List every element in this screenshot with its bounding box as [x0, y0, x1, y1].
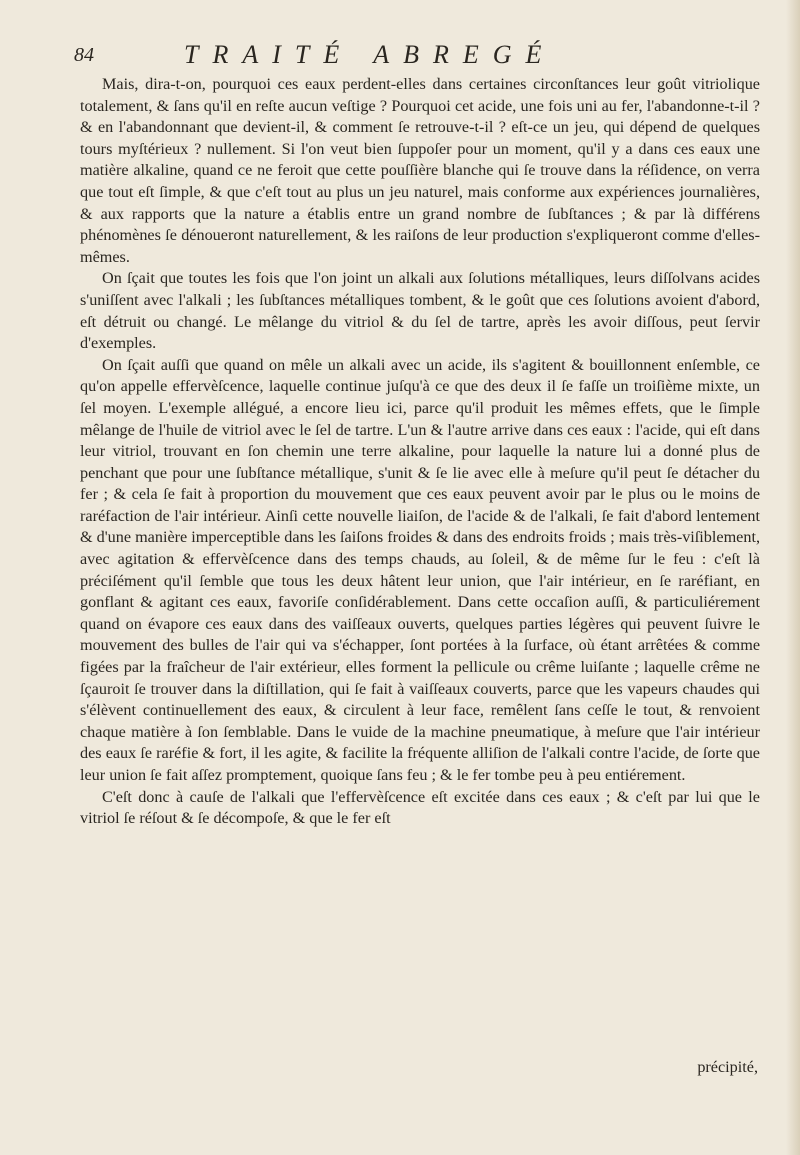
page-header: [74, 40, 760, 76]
catchword: précipité,: [697, 1058, 758, 1076]
paragraph: On ſçait que toutes les fois que l'on joint un alkali aux ſolutions métalliques, leurs diſſolvans acides s'uniſſent avec l'alkali ; les ſubſtances métalliques tombent, & le goût que ces ſolutions avoient d'abord, eſt détruit ou changé. Le mêlange du vitriol & du ſel de tartre, après les avoir diſſous, peut ſervir d'exemples.: [80, 269, 760, 353]
page-number: 84: [74, 44, 94, 66]
paragraph: On ſçait auſſi que quand on mêle un alkali avec un acide, ils s'agitent & bouillonnent enſemble, ce qu'on appelle effervèſcence, laquelle continue juſqu'à ce que des deux il ſe faſſe un troiſième mixte, un ſel moyen. L'exemple allégué, a encore lieu ici, parce qu'il produit les mêmes effets, que le ſimple mêlange de l'huile de vitriol avec le ſel de tartre. L'un & l'autre arrive dans ces eaux : l'acide, qui eſt dans leur vitriol, trouvant en ſon chemin une terre alkaline, pour laquelle la nature lui a donné plus de penchant que pour une ſubſtance métallique, s'unit & ſe lie avec elle à meſure qu'il peut ſe détacher du fer ; & cela ſe fait à proportion du mouvement que ces eaux peuvent avoir par le plus ou le moins de raréfaction de l'air intérieur. Ainſi cette nouvelle liaiſon, de l'acide & de l'alkali, ſe fait d'abord lentement & d'une manière imperceptible dans les ſaiſons froides & dans des endroits froids ; mais très-viſiblement, avec agitation & effervèſcence dans des temps chauds, au ſoleil, & de même ſur le feu : c'eſt là préciſément qu'il ſemble que tous les deux hâtent leur union, que l'air intérieur, en ſe raréfiant, en gonflant & agitant ces eaux, favoriſe conſidérablement. Dans cette occaſion auſſi, & particuliérement quand on évapore ces eaux dans des vaiſſeaux ouverts, quelques parties légères qui peuvent ſuivre le mouvement des bulles de l'air qui va s'échapper, ſont portées à la ſurface, où étant arrêtées & comme figées par la fraîcheur de l'air extérieur, elles forment la pellicule ou crême luiſante ; laquelle crême ne ſçauroit ſe trouver dans la diſtillation, qui ſe fait à vaiſſeaux couverts, parce que les vapeurs chaudes qui s'élèvent continuellement des eaux, & circulent à leur face, remêlent ſans ceſſe le tout, & renvoient chaque matière à ſon ſemblable. Dans le vuide de la machine pneumatique, à meſure que l'air intérieur des eaux ſe raréfie & fort, il les agite, & facilite la fréquente alliſion de l'alkali contre l'acide, de ſorte que leur union ſe fait aſſez promptement, quoique ſans feu ; & le fer tombe peu à peu entiérement.: [80, 355, 760, 784]
paragraph: Mais, dira-t-on, pourquoi ces eaux perdent-elles dans certaines circonſtances leur goût vitriolique totalement, & ſans qu'il en reſte aucun veſtige ? Pourquoi cet acide, une fois uni au fer, l'abandonne-t-il ? & en l'abandonnant que devient-il, & comment ſe retrouve-t-il ? eſt-ce un jeu, qui dépend de quelques tours myſtérieux ? nullement. Si l'on veut bien ſuppoſer pour un moment, qu'il y a dans ces eaux une matière alkaline, quand ce ne feroit que cette pouſſière blanche qui ſe trouve dans la réſidence, on verra que tout eſt ſimple, & que c'eſt tout au plus un jeu naturel, mais conforme aux expériences journalières, & aux rapports que la nature a établis entre un grand nombre de ſubſtances ; & par là différens phénomènes ſe dénoueront naturellement, & les raiſons de leur production s'expliqueront comme d'elles-mêmes.: [80, 75, 760, 266]
running-title: TRAITÉ ABREGÉ: [184, 40, 556, 69]
page-edge: [786, 0, 800, 1155]
paragraph: C'eſt donc à cauſe de l'alkali que l'effervèſcence eſt excitée dans ces eaux ; & c'eſt par lui que le vitriol ſe réſout & ſe décompoſe, & que le fer eſt: [80, 787, 760, 828]
body-text: [80, 74, 760, 830]
